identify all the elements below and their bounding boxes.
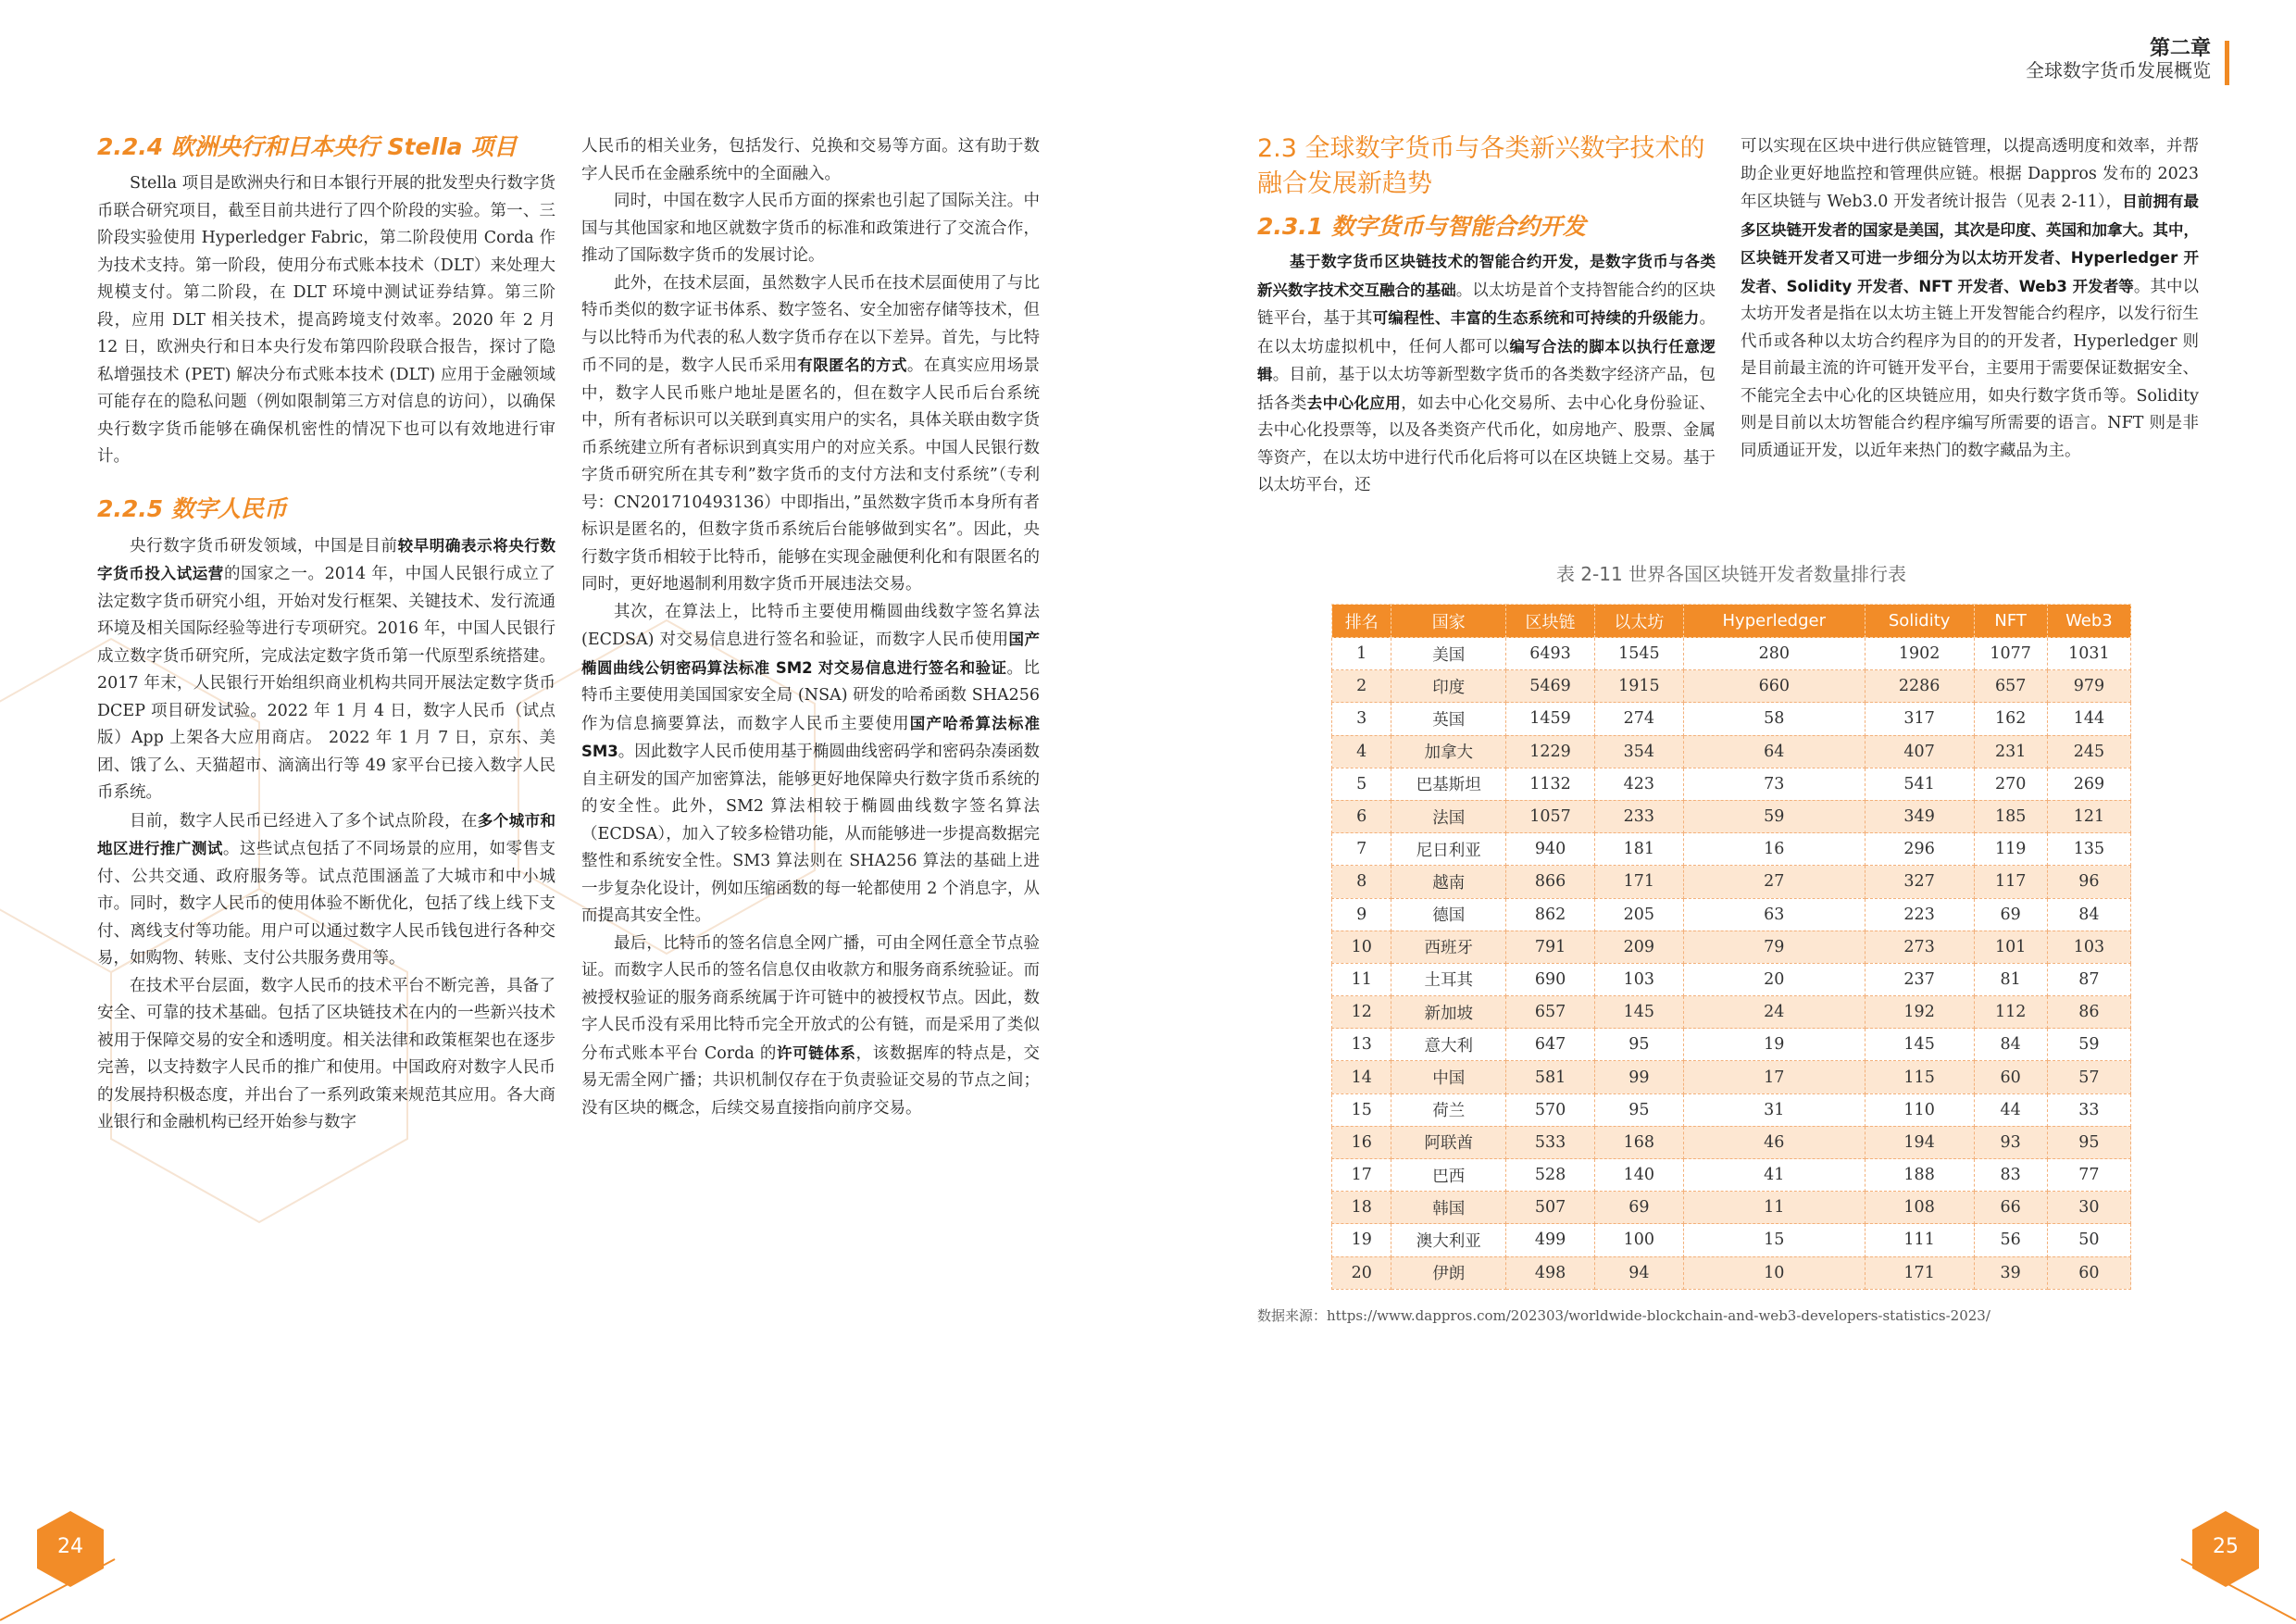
table-cell: 660 [1683, 670, 1865, 703]
right-column-1 [1257, 131, 1716, 500]
right-column-2 [1741, 133, 2199, 465]
table-cell: 99 [1594, 1061, 1683, 1093]
table-row [1332, 898, 2131, 931]
paragraph: 其次，在算法上，比特币主要使用椭圆曲线数字签名算法 (ECDSA) 对交易信息进行签名和验证，而数字人民币使用国产椭圆曲线公钥密码算法标准 SM2 对交易信息进行签名和验证。比特币主要使用美国国家安全局 (NSA) 研发的哈希函数 SHA256 作为信息摘要算法，而数字人民币主要使用国产哈希算法标准 SM3。因此数字人民币使用基于椭圆曲线密码学和密码杂凑函数自主研发的国产加密算法，能够更好地保障央行数字货币系统的的安全性。此外，SM2 算法相较于椭圆曲线数字签名算法（ECDSA），加入了较多检错功能，从而能够进一步提高数据完整性和系统安全性。SM3 算法则在 SHA256 算法的基础上进一步复杂化设计，例如压缩函数的每一轮都使用 2 个消息字，从而提高其安全性。 [581, 602, 1041, 925]
table-cell: 866 [1506, 866, 1595, 898]
country-cell: 尼日利亚 [1391, 833, 1506, 866]
table-cell: 57 [2047, 1061, 2130, 1093]
table-row [1332, 866, 2131, 898]
table-cell: 407 [1865, 735, 1974, 768]
table-cell: 11 [1683, 1192, 1865, 1224]
country-cell: 西班牙 [1391, 931, 1506, 963]
table-cell: 87 [2047, 963, 2130, 995]
table-cell: 18 [1332, 1192, 1391, 1224]
table-cell: 9 [1332, 898, 1391, 931]
country-cell: 巴西 [1391, 1159, 1506, 1192]
table-cell: 349 [1865, 800, 1974, 832]
table-cell: 95 [1594, 1093, 1683, 1126]
table-cell: 41 [1683, 1159, 1865, 1192]
table-cell: 17 [1683, 1061, 1865, 1093]
table-cell: 95 [2047, 1126, 2130, 1158]
table-cell: 73 [1683, 768, 1865, 800]
table-cell: 69 [1594, 1192, 1683, 1224]
paragraph: 目前，数字人民币已经进入了多个试点阶段，在多个城市和地区进行推广测试。这些试点包括了不同场景的应用，如零售支付、公共交通、政府服务等。试点范围涵盖了大城市和中小城市。同时，数字人民币的使用体验不断优化，包括了线上线下支付、离线支付等功能。用户可以通过数字人民币钱包进行各种交易，如购物、转账、支付公共服务费用等。 [97, 811, 556, 968]
table-cell: 581 [1506, 1061, 1595, 1093]
table-cell: 10 [1683, 1256, 1865, 1289]
table-cell: 1915 [1594, 670, 1683, 703]
table-cell: 20 [1332, 1256, 1391, 1289]
table-header-cell: 区块链 [1506, 605, 1595, 638]
table-row [1332, 963, 2131, 995]
country-cell: 美国 [1391, 638, 1506, 670]
table-cell: 1132 [1506, 768, 1595, 800]
table-cell: 95 [1594, 1029, 1683, 1061]
table-cell: 940 [1506, 833, 1595, 866]
table-cell: 86 [2047, 996, 2130, 1029]
table-cell: 273 [1865, 931, 1974, 963]
country-cell: 伊朗 [1391, 1256, 1506, 1289]
table-cell: 111 [1865, 1224, 1974, 1256]
table-cell: 274 [1594, 703, 1683, 735]
table-cell: 81 [1974, 963, 2047, 995]
table-cell: 171 [1865, 1256, 1974, 1289]
table-cell: 83 [1974, 1159, 2047, 1192]
table-cell: 5 [1332, 768, 1391, 800]
table-cell: 79 [1683, 931, 1865, 963]
table-cell: 39 [1974, 1256, 2047, 1289]
table-cell: 194 [1865, 1126, 1974, 1158]
table-cell: 327 [1865, 866, 1974, 898]
table-cell: 192 [1865, 996, 1974, 1029]
table-cell: 1902 [1865, 638, 1974, 670]
table-cell: 2 [1332, 670, 1391, 703]
table-cell: 30 [2047, 1192, 2130, 1224]
paragraph: Stella 项目是欧洲央行和日本银行开展的批发型央行数字货币联合研究项目，截至目前共进行了四个阶段的实验。第一、三阶段实验使用 Hyperledger Fabric，第二阶段使用 Corda 作为技术支持。第一阶段，使用分布式账本技术（DLT）来处理大规模支付。第二阶段，在 DLT 环境中测试证券结算。第三阶段，应用 DLT 相关技术，提高跨境支付效率。2020 年 2 月 12 日，欧洲央行和日本央行发布第四阶段联合报告，探讨了隐私增强技术 (PET) 解决分布式账本技术 (DLT) 应用于金融领域可能存在的隐私问题（例如限制第三方对信息的访问），以确保央行数字货币能够在确保机密性的情况下也可以有效地进行审计。 [97, 174, 555, 466]
table-cell: 8 [1332, 866, 1391, 898]
table-cell: 63 [1683, 898, 1865, 931]
table-cell: 1057 [1506, 800, 1595, 832]
table-cell: 19 [1332, 1224, 1391, 1256]
country-cell: 巴基斯坦 [1391, 768, 1506, 800]
table-cell: 60 [2047, 1256, 2130, 1289]
table-header-cell: 以太坊 [1594, 605, 1683, 638]
country-cell: 韩国 [1391, 1192, 1506, 1224]
table-cell: 1077 [1974, 638, 2047, 670]
header-accent-bar [2225, 41, 2229, 85]
table-cell: 115 [1865, 1061, 1974, 1093]
table-cell: 233 [1594, 800, 1683, 832]
table-cell: 507 [1506, 1192, 1595, 1224]
table-cell: 1459 [1506, 703, 1595, 735]
table-cell: 15 [1683, 1224, 1865, 1256]
table-cell: 205 [1594, 898, 1683, 931]
table-cell: 5469 [1506, 670, 1595, 703]
table-cell: 144 [2047, 703, 2130, 735]
table-cell: 570 [1506, 1093, 1595, 1126]
section-2-3-1-title: 2.3.1 数字货币与智能合约开发 [1257, 213, 1586, 240]
table-cell: 59 [2047, 1029, 2130, 1061]
table-cell: 77 [2047, 1159, 2130, 1192]
table-cell: 84 [1974, 1029, 2047, 1061]
page-number-left: 24 [57, 1534, 83, 1558]
table-cell: 979 [2047, 670, 2130, 703]
table-cell: 209 [1594, 931, 1683, 963]
table-cell: 140 [1594, 1159, 1683, 1192]
table-row [1332, 1061, 2131, 1093]
data-source-note: 数据来源：https://www.dappros.com/202303/worldwide-blockchain-and-web3-developers-statistics-2023/ [1257, 1307, 1990, 1324]
table-cell: 168 [1594, 1126, 1683, 1158]
table-row [1332, 1093, 2131, 1126]
table-cell: 145 [1865, 1029, 1974, 1061]
country-cell: 意大利 [1391, 1029, 1506, 1061]
table-row [1332, 670, 2131, 703]
table-cell: 171 [1594, 866, 1683, 898]
table-cell: 69 [1974, 898, 2047, 931]
table-row [1332, 638, 2131, 670]
paragraph: 基于数字货币区块链技术的智能合约开发，是数字货币与各类新兴数字技术交互融合的基础。以太坊是首个支持智能合约的区块链平台，基于其可编程性、丰富的生态系统和可持续的升级能力。在以太坊虚拟机中，任何人都可以编写合法的脚本以执行任意逻辑。目前，基于以太坊等新型数字货币的各类数字经济产品，包括各类去中心化应用，如去中心化交易所、去中心化身份验证、去中心化投票等，以及各类资产代币化，如房地产、股票、金属等资产，在以太坊中进行代币化后将可以在区块链上交易。基于以太坊平台，还 [1257, 253, 1716, 494]
table-cell: 296 [1865, 833, 1974, 866]
table-cell: 1 [1332, 638, 1391, 670]
table-cell: 2286 [1865, 670, 1974, 703]
table-cell: 498 [1506, 1256, 1595, 1289]
section-2-2-4-title: 2.2.4 欧洲央行和日本央行 Stella 项目 [97, 133, 518, 160]
table-cell: 647 [1506, 1029, 1595, 1061]
table-cell: 101 [1974, 931, 2047, 963]
table-cell: 145 [1594, 996, 1683, 1029]
table-cell: 93 [1974, 1126, 2047, 1158]
country-cell: 荷兰 [1391, 1093, 1506, 1126]
table-cell: 56 [1974, 1224, 2047, 1256]
table-cell: 17 [1332, 1159, 1391, 1192]
table-cell: 1229 [1506, 735, 1595, 768]
table-cell: 185 [1974, 800, 2047, 832]
table-header-cell: 排名 [1332, 605, 1391, 638]
table-cell: 19 [1683, 1029, 1865, 1061]
table-cell: 50 [2047, 1224, 2130, 1256]
country-cell: 印度 [1391, 670, 1506, 703]
chapter-subtitle: 全球数字货币发展概览 [2026, 59, 2211, 82]
table-cell: 533 [1506, 1126, 1595, 1158]
paragraph: 在技术平台层面，数字人民币的技术平台不断完善，具备了安全、可靠的技术基础。包括了区块链技术在内的一些新兴技术被用于保障交易的安全和透明度。相关法律和政策框架也在逐步完善，以支持数字人民币的推广和使用。中国政府对数字人民币的发展持积极态度，并出台了一系列政策来规范其应用。各大商业银行和金融机构已经开始参与数字 [97, 976, 555, 1131]
country-cell: 中国 [1391, 1061, 1506, 1093]
table-cell: 354 [1594, 735, 1683, 768]
country-cell: 加拿大 [1391, 735, 1506, 768]
table-cell: 110 [1865, 1093, 1974, 1126]
developer-ranking-table [1331, 604, 2131, 1290]
table-cell: 108 [1865, 1192, 1974, 1224]
table-header-cell: Hyperledger [1683, 605, 1865, 638]
table-caption: 表 2-11 世界各国区块链开发者数量排行表 [1555, 563, 1907, 585]
country-cell: 德国 [1391, 898, 1506, 931]
table-cell: 15 [1332, 1093, 1391, 1126]
table-cell: 499 [1506, 1224, 1595, 1256]
chapter-header [2026, 37, 2211, 81]
table-cell: 58 [1683, 703, 1865, 735]
section-2-2-5-title: 2.2.5 数字人民币 [97, 494, 287, 522]
paragraph: 此外，在技术层面，虽然数字人民币在技术层面使用了与比特币类似的数字证书体系、数字签名、安全加密存储等技术，但与以比特币为代表的私人数字货币存在以下差异。首先，与比特币不同的是，数字人民币采用有限匿名的方式。在真实应用场景中，数字人民币账户地址是匿名的，但在数字人民币后台系统中，所有者标识可以关联到真实用户的实名，具体关联由数字货币系统建立所有者标识到真实用户的对应关系。中国人民银行数字货币研究所在其专利”数字货币的支付方法和支付系统”（专利号：CN201710493136）中即指出，”虽然数字货币本身所有者标识是匿名的，但数字货币系统后台能够做到实名”。因此，央行数字货币相较于比特币，能够在实现金融便利化和有限匿名的同时，更好地遏制利用数字货币开展违法交易。 [581, 273, 1041, 593]
table-cell: 690 [1506, 963, 1595, 995]
table-cell: 181 [1594, 833, 1683, 866]
table-cell: 31 [1683, 1093, 1865, 1126]
table-cell: 121 [2047, 800, 2130, 832]
table-header-cell: 国家 [1391, 605, 1506, 638]
table-cell: 94 [1594, 1256, 1683, 1289]
table-header-cell: Web3 [2047, 605, 2130, 638]
table-cell: 135 [2047, 833, 2130, 866]
table-cell: 14 [1332, 1061, 1391, 1093]
chapter-title: 第二章 [2149, 37, 2211, 60]
country-cell: 越南 [1391, 866, 1506, 898]
table-cell: 13 [1332, 1029, 1391, 1061]
table-cell: 237 [1865, 963, 1974, 995]
page-number-right: 25 [2213, 1534, 2239, 1558]
table-cell: 46 [1683, 1126, 1865, 1158]
table-cell: 270 [1974, 768, 2047, 800]
paragraph: 同时，中国在数字人民币方面的探索也引起了国际关注。中国与其他国家和地区就数字货币的标准和政策进行了交流合作，推动了国际数字货币的发展讨论。 [581, 192, 1040, 265]
paragraph: 可以实现在区块中进行供应链管理，以提高透明度和效率，并帮助企业更好地监控和管理供应链。根据 Dappros 发布的 2023 年区块链与 Web3.0 开发者统计报告（见表 2-11），目前拥有最多区块链开发者的国家是美国，其次是印度、英国和加拿大。其中，区块链开发者又可进一步细分为以太坊开发者、Hyperledger 开发者、Solidity 开发者、NFT 开发者、Web3 开发者等。其中以太坊开发者是指在以太坊主链上开发智能合约程序，以发行衍生代币或各种以太坊合约程序为目的的开发者，Hyperledger 则是目前最主流的许可链开发平台，主要用于需要保证数据安全、不能完全去中心化的区块链应用，如央行数字货币等。Solidity 则是目前以太坊智能合约程序编写所需要的语言。NFT 则是非同质通证开发，以近年来热门的数字藏品为主。 [1741, 137, 2200, 460]
table-cell: 657 [1974, 670, 2047, 703]
table-cell: 1031 [2047, 638, 2130, 670]
table-cell: 84 [2047, 898, 2130, 931]
table-cell: 96 [2047, 866, 2130, 898]
country-cell: 新加坡 [1391, 996, 1506, 1029]
table-cell: 66 [1974, 1192, 2047, 1224]
table-cell: 11 [1332, 963, 1391, 995]
table-cell: 103 [1594, 963, 1683, 995]
table-header-cell: NFT [1974, 605, 2047, 638]
country-cell: 澳大利亚 [1391, 1224, 1506, 1256]
table-cell: 6 [1332, 800, 1391, 832]
table-cell: 27 [1683, 866, 1865, 898]
left-column [97, 131, 555, 1137]
table-cell: 12 [1332, 996, 1391, 1029]
table-cell: 1545 [1594, 638, 1683, 670]
table-cell: 112 [1974, 996, 2047, 1029]
table-cell: 117 [1974, 866, 2047, 898]
table-body [1332, 638, 2131, 1290]
table-cell: 33 [2047, 1093, 2130, 1126]
table-cell: 44 [1974, 1093, 2047, 1126]
table-cell: 7 [1332, 833, 1391, 866]
table-cell: 541 [1865, 768, 1974, 800]
table-cell: 60 [1974, 1061, 2047, 1093]
table-row [1332, 1224, 2131, 1256]
table-cell: 4 [1332, 735, 1391, 768]
table-row [1332, 800, 2131, 832]
table-cell: 162 [1974, 703, 2047, 735]
table-cell: 528 [1506, 1159, 1595, 1192]
section-2-3-title: 2.3 全球数字货币与各类新兴数字技术的融合发展新趋势 [1257, 134, 1705, 198]
table-row [1332, 833, 2131, 866]
table-row [1332, 703, 2131, 735]
country-cell: 英国 [1391, 703, 1506, 735]
table-row [1332, 1126, 2131, 1158]
table-cell: 20 [1683, 963, 1865, 995]
table-cell: 791 [1506, 931, 1595, 963]
table-cell: 100 [1594, 1224, 1683, 1256]
table-row [1332, 931, 2131, 963]
table-row [1332, 768, 2131, 800]
country-cell: 法国 [1391, 800, 1506, 832]
table-cell: 16 [1683, 833, 1865, 866]
table-header-row [1332, 605, 2131, 638]
table-cell: 188 [1865, 1159, 1974, 1192]
table-cell: 10 [1332, 931, 1391, 963]
table-cell: 59 [1683, 800, 1865, 832]
middle-column [581, 133, 1040, 1122]
table-cell: 119 [1974, 833, 2047, 866]
table-row [1332, 1256, 2131, 1289]
table-cell: 657 [1506, 996, 1595, 1029]
country-cell: 土耳其 [1391, 963, 1506, 995]
table-cell: 862 [1506, 898, 1595, 931]
table-row [1332, 1192, 2131, 1224]
table-cell: 280 [1683, 638, 1865, 670]
table-row [1332, 996, 2131, 1029]
paragraph: 人民币的相关业务，包括发行、兑换和交易等方面。这有助于数字人民币在金融系统中的全面融入。 [581, 137, 1040, 183]
country-cell: 阿联酋 [1391, 1126, 1506, 1158]
table-row [1332, 1159, 2131, 1192]
table-row [1332, 1029, 2131, 1061]
table-cell: 231 [1974, 735, 2047, 768]
table-cell: 24 [1683, 996, 1865, 1029]
table-cell: 223 [1865, 898, 1974, 931]
table-cell: 6493 [1506, 638, 1595, 670]
table-cell: 3 [1332, 703, 1391, 735]
table-cell: 245 [2047, 735, 2130, 768]
table-cell: 317 [1865, 703, 1974, 735]
table-cell: 64 [1683, 735, 1865, 768]
table-cell: 103 [2047, 931, 2130, 963]
table-row [1332, 735, 2131, 768]
paragraph: 最后，比特币的签名信息全网广播，可由全网任意全节点验证。而数字人民币的签名信息仅由收款方和服务商系统验证。而被授权验证的服务商系统属于许可链中的被授权节点。因此，数字人民币没有采用比特币完全开放式的公有链，而是采用了类似分布式账本平台 Corda 的许可链体系，该数据库的特点是，交易无需全网广播；共识机制仅存在于负责验证交易的节点之间；没有区块的概念，后续交易直接指向前序交易。 [581, 933, 1041, 1118]
paragraph: 央行数字货币研发领域，中国是目前较早明确表示将央行数字货币投入试运营的国家之一。2014 年，中国人民银行成立了法定数字货币研究小组，开始对发行框架、关键技术、发行流通环境及相关国际经验等进行专项研究。2016 年，中国人民银行成立数字货币研究所，完成法定数字货币第一代原型系统搭建。2017 年末，人民银行开始组织商业机构共同开展法定数字货币 DCEP 项目研发试验。2022 年 1 月 4 日，数字人民币（试点版）App 上架各大应用商店。 2022 年 1 月 7 日，京东、美团、饿了么、天猫超市、滴滴出行等 49 家平台已接入数字人民币系统。 [97, 536, 556, 802]
table-cell: 269 [2047, 768, 2130, 800]
table-header-cell: Solidity [1865, 605, 1974, 638]
table-cell: 16 [1332, 1126, 1391, 1158]
table-cell: 423 [1594, 768, 1683, 800]
